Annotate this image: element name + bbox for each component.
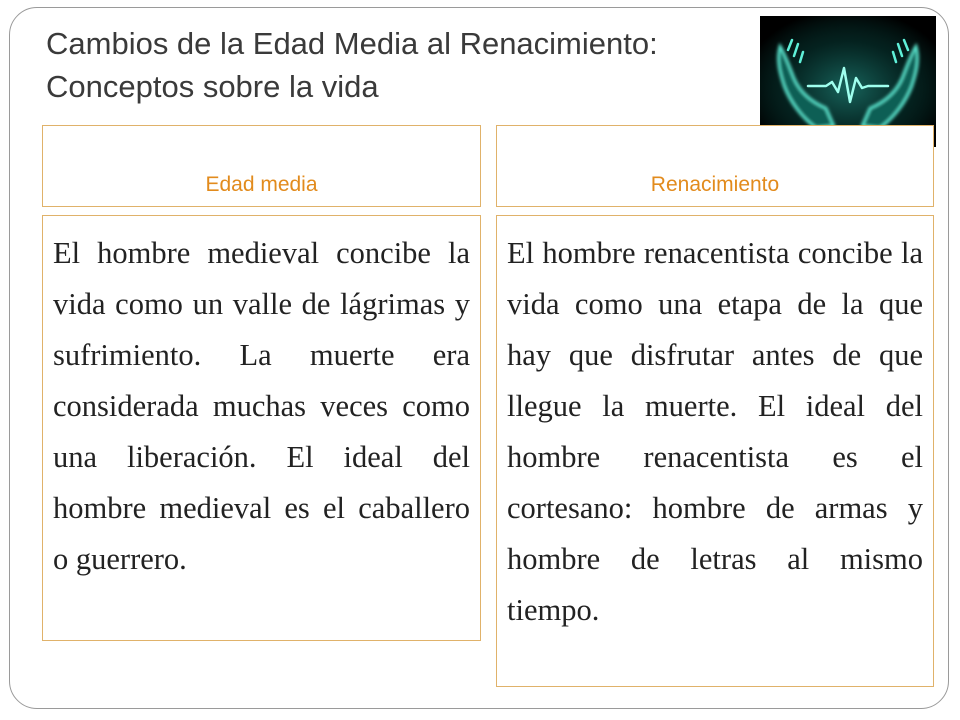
slide-title: Cambios de la Edad Media al Renacimiento: Conceptos sobre la vida <box>46 26 658 104</box>
renacimiento-description: El hombre renacentista concibe la vida como una etapa de la que hay que disfrutar antes de que llegue la muerte. El ideal del hombre renacentista es el cortesano: hombre de armas y hombre de letras al mismo tiempo. <box>496 215 934 687</box>
edad-media-description: El hombre medieval concibe la vida como un valle de lágrimas y sufrimiento. La muerte era considerada muchas veces como una liberación. El ideal del hombre medieval es el caballero o guerrero. <box>42 215 481 641</box>
column-header-renacimiento: Renacimiento <box>496 125 934 207</box>
column-header-edad-media: Edad media <box>42 125 481 207</box>
